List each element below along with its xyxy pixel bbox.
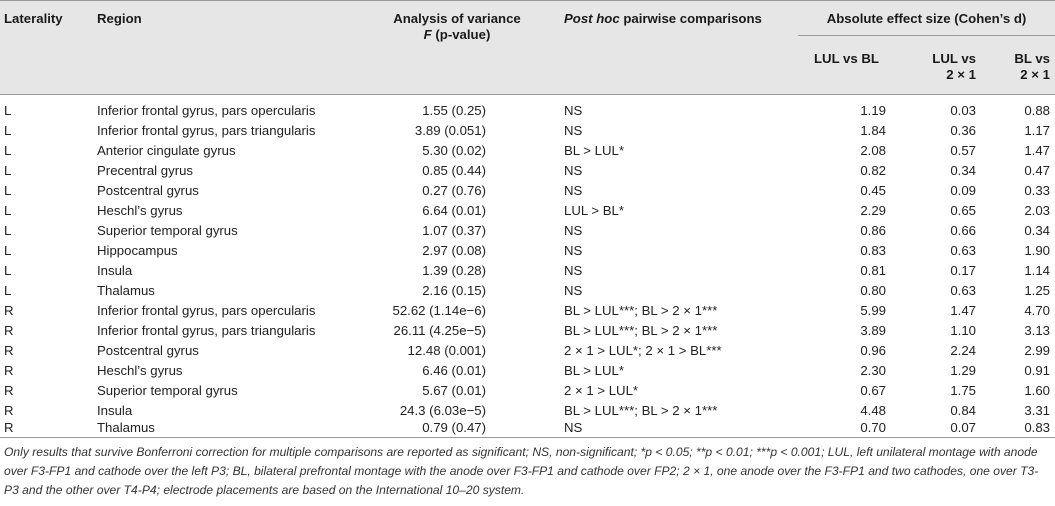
row-7-region: Superior temporal gyrus: [97, 223, 238, 238]
row-8-laterality: L: [4, 243, 12, 258]
row-5-region: Postcentral gyrus: [97, 183, 199, 198]
row-16-anova: 24.3 (6.03e−5): [399, 403, 486, 418]
row-3-laterality: L: [4, 143, 12, 158]
row-10-lul-vs-bl: 0.80: [860, 283, 886, 298]
row-16-lul-vs-2x1: 0.84: [950, 403, 976, 418]
row-4-lul-vs-2x1: 0.34: [950, 163, 976, 178]
row-2-laterality: L: [4, 123, 12, 138]
row-6-lul-vs-2x1: 0.65: [950, 203, 976, 218]
row-17-posthoc: NS: [564, 420, 583, 435]
row-14-lul-vs-bl: 2.30: [860, 363, 886, 378]
row-12-lul-vs-2x1: 1.10: [950, 323, 976, 338]
row-2-region: Inferior frontal gyrus, pars triangularis: [97, 123, 316, 138]
header-bl-vs-2x1: [990, 51, 1050, 83]
row-14-bl-vs-2x1: 0.91: [1024, 363, 1050, 378]
row-17-anova: 0.79 (0.47): [422, 420, 486, 435]
row-9-bl-vs-2x1: 1.14: [1024, 263, 1050, 278]
row-8-anova: 2.97 (0.08): [422, 243, 486, 258]
row-7-posthoc: NS: [564, 223, 583, 238]
row-5-anova: 0.27 (0.76): [422, 183, 486, 198]
row-9-laterality: L: [4, 263, 12, 278]
row-14-posthoc: BL > LUL*: [564, 363, 624, 378]
header-posthoc-italic: Post hoc: [564, 11, 620, 26]
row-12-anova: 26.11 (4.25e−5): [393, 323, 486, 338]
row-17-laterality: R: [4, 420, 14, 435]
row-6-anova: 6.64 (0.01): [422, 203, 486, 218]
row-5-laterality: L: [4, 183, 12, 198]
row-8-lul-vs-2x1: 0.63: [950, 243, 976, 258]
row-10-region: Thalamus: [97, 283, 155, 298]
row-5-lul-vs-bl: 0.45: [860, 183, 886, 198]
header-lul-vs-2x1-line1: LUL vs: [932, 51, 976, 66]
row-14-lul-vs-2x1: 1.29: [950, 363, 976, 378]
row-10-laterality: L: [4, 283, 12, 298]
row-11-anova: 52.62 (1.14e−6): [392, 303, 486, 318]
row-14-laterality: R: [4, 363, 14, 378]
row-11-bl-vs-2x1: 4.70: [1024, 303, 1050, 318]
row-11-lul-vs-bl: 5.99: [860, 303, 886, 318]
row-13-lul-vs-bl: 0.96: [860, 343, 886, 358]
row-13-anova: 12.48 (0.001): [407, 343, 486, 358]
header-effect-size: Absolute effect size (Cohen’s d): [826, 11, 1027, 26]
row-16-region: Insula: [97, 403, 133, 418]
row-9-lul-vs-bl: 0.81: [860, 263, 886, 278]
row-12-lul-vs-bl: 3.89: [860, 323, 886, 338]
row-12-bl-vs-2x1: 3.13: [1024, 323, 1050, 338]
row-3-lul-vs-2x1: 0.57: [950, 143, 976, 158]
row-12-posthoc: BL > LUL***; BL > 2 × 1***: [564, 323, 718, 338]
row-9-anova: 1.39 (0.28): [422, 263, 486, 278]
row-7-bl-vs-2x1: 0.34: [1024, 223, 1050, 238]
header-bottom-rule: [0, 94, 1055, 95]
effect-size-subrule: [798, 35, 1055, 36]
row-7-lul-vs-2x1: 0.66: [950, 223, 976, 238]
row-2-anova: 3.89 (0.051): [414, 123, 486, 138]
row-7-anova: 1.07 (0.37): [422, 223, 486, 238]
row-13-lul-vs-2x1: 2.24: [950, 343, 976, 358]
row-15-posthoc: 2 × 1 > LUL*: [564, 383, 639, 398]
row-2-lul-vs-2x1: 0.36: [950, 123, 976, 138]
header-laterality: Laterality: [4, 11, 63, 26]
row-12-region: Inferior frontal gyrus, pars triangularis: [97, 323, 316, 338]
header-anova: [372, 11, 542, 43]
header-region: Region: [97, 11, 142, 26]
header-anova-pvalue: (p-value): [431, 27, 491, 42]
row-11-region: Inferior frontal gyrus, pars opercularis: [97, 303, 316, 318]
row-6-bl-vs-2x1: 2.03: [1024, 203, 1050, 218]
table-bottom-rule: [0, 437, 1055, 438]
row-8-region: Hippocampus: [97, 243, 178, 258]
row-4-region: Precentral gyrus: [97, 163, 194, 178]
row-7-laterality: L: [4, 223, 12, 238]
row-17-region: Thalamus: [97, 420, 155, 435]
row-6-lul-vs-bl: 2.29: [860, 203, 886, 218]
row-1-laterality: L: [4, 103, 12, 118]
row-9-region: Insula: [97, 263, 133, 278]
header-posthoc-rest: pairwise comparisons: [619, 11, 762, 26]
row-3-posthoc: BL > LUL*: [564, 143, 624, 158]
row-15-anova: 5.67 (0.01): [422, 383, 486, 398]
row-13-posthoc: 2 × 1 > LUL*; 2 × 1 > BL***: [564, 343, 722, 358]
row-15-laterality: R: [4, 383, 14, 398]
row-6-posthoc: LUL > BL*: [564, 203, 624, 218]
row-8-bl-vs-2x1: 1.90: [1024, 243, 1050, 258]
row-9-posthoc: NS: [564, 263, 583, 278]
row-1-posthoc: NS: [564, 103, 583, 118]
row-12-laterality: R: [4, 323, 14, 338]
row-5-lul-vs-2x1: 0.09: [950, 183, 976, 198]
row-17-lul-vs-2x1: 0.07: [950, 420, 976, 435]
row-13-laterality: R: [4, 343, 14, 358]
row-6-region: Heschl’s gyrus: [97, 203, 183, 218]
row-14-region: Heschl’s gyrus: [97, 363, 183, 378]
row-15-region: Superior temporal gyrus: [97, 383, 238, 398]
header-lul-vs-2x1-line2: 2 × 1: [946, 67, 976, 82]
row-11-posthoc: BL > LUL***; BL > 2 × 1***: [564, 303, 718, 318]
row-8-posthoc: NS: [564, 243, 583, 258]
row-7-lul-vs-bl: 0.86: [860, 223, 886, 238]
row-1-anova: 1.55 (0.25): [422, 103, 486, 118]
row-3-lul-vs-bl: 2.08: [860, 143, 886, 158]
header-bl-vs-2x1-line1: BL vs: [1014, 51, 1050, 66]
row-5-bl-vs-2x1: 0.33: [1024, 183, 1050, 198]
row-5-posthoc: NS: [564, 183, 583, 198]
row-16-laterality: R: [4, 403, 14, 418]
header-lul-vs-bl: LUL vs BL: [814, 51, 879, 66]
row-17-bl-vs-2x1: 0.83: [1024, 420, 1050, 435]
row-3-region: Anterior cingulate gyrus: [97, 143, 236, 158]
row-1-bl-vs-2x1: 0.88: [1024, 103, 1050, 118]
row-9-lul-vs-2x1: 0.17: [950, 263, 976, 278]
top-rule: [0, 0, 1055, 1]
row-16-bl-vs-2x1: 3.31: [1024, 403, 1050, 418]
header-anova-line2: [372, 27, 542, 43]
row-15-lul-vs-2x1: 1.75: [950, 383, 976, 398]
table-footnote: Only results that survive Bonferroni correction for multiple comparisons are reported as significant; NS, non-significant; *p < 0.05; **p < 0.01; ***p < 0.001; LUL, left unilateral montage with anode over F3-FP1 and cathode over the left P3; BL, bilateral prefrontal montage with the anode over F3-FP1 and cathode over FP2; 2 × 1, one anode over the F3-FP1 and two cathodes, one over T3-P3 and the other over T4-P4; electrode placements are based on the International 10–20 system.: [4, 445, 1039, 497]
row-13-region: Postcentral gyrus: [97, 343, 199, 358]
header-posthoc: [564, 11, 762, 27]
row-10-lul-vs-2x1: 0.63: [950, 283, 976, 298]
row-11-lul-vs-2x1: 1.47: [950, 303, 976, 318]
header-anova-line1: Analysis of variance: [393, 11, 521, 26]
row-4-anova: 0.85 (0.44): [422, 163, 486, 178]
row-1-lul-vs-2x1: 0.03: [950, 103, 976, 118]
header-anova-f: F: [423, 27, 432, 42]
row-17-lul-vs-bl: 0.70: [860, 420, 886, 435]
row-10-posthoc: NS: [564, 283, 583, 298]
row-6-laterality: L: [4, 203, 12, 218]
row-8-lul-vs-bl: 0.83: [860, 243, 886, 258]
row-3-anova: 5.30 (0.02): [422, 143, 486, 158]
row-10-anova: 2.16 (0.15): [422, 283, 486, 298]
row-1-lul-vs-bl: 1.19: [860, 103, 886, 118]
row-4-lul-vs-bl: 0.82: [860, 163, 886, 178]
row-4-bl-vs-2x1: 0.47: [1024, 163, 1050, 178]
row-3-bl-vs-2x1: 1.47: [1024, 143, 1050, 158]
header-bl-vs-2x1-line2: 2 × 1: [1020, 67, 1050, 82]
row-2-posthoc: NS: [564, 123, 583, 138]
row-2-lul-vs-bl: 1.84: [860, 123, 886, 138]
row-1-region: Inferior frontal gyrus, pars opercularis: [97, 103, 316, 118]
row-14-anova: 6.46 (0.01): [422, 363, 486, 378]
row-13-bl-vs-2x1: 2.99: [1024, 343, 1050, 358]
row-4-laterality: L: [4, 163, 12, 178]
row-4-posthoc: NS: [564, 163, 583, 178]
row-11-laterality: R: [4, 303, 14, 318]
header-lul-vs-2x1: [900, 51, 976, 83]
row-10-bl-vs-2x1: 1.25: [1024, 283, 1050, 298]
row-16-posthoc: BL > LUL***; BL > 2 × 1***: [564, 403, 718, 418]
row-16-lul-vs-bl: 4.48: [860, 403, 886, 418]
row-2-bl-vs-2x1: 1.17: [1024, 123, 1050, 138]
row-15-bl-vs-2x1: 1.60: [1024, 383, 1050, 398]
row-15-lul-vs-bl: 0.67: [860, 383, 886, 398]
